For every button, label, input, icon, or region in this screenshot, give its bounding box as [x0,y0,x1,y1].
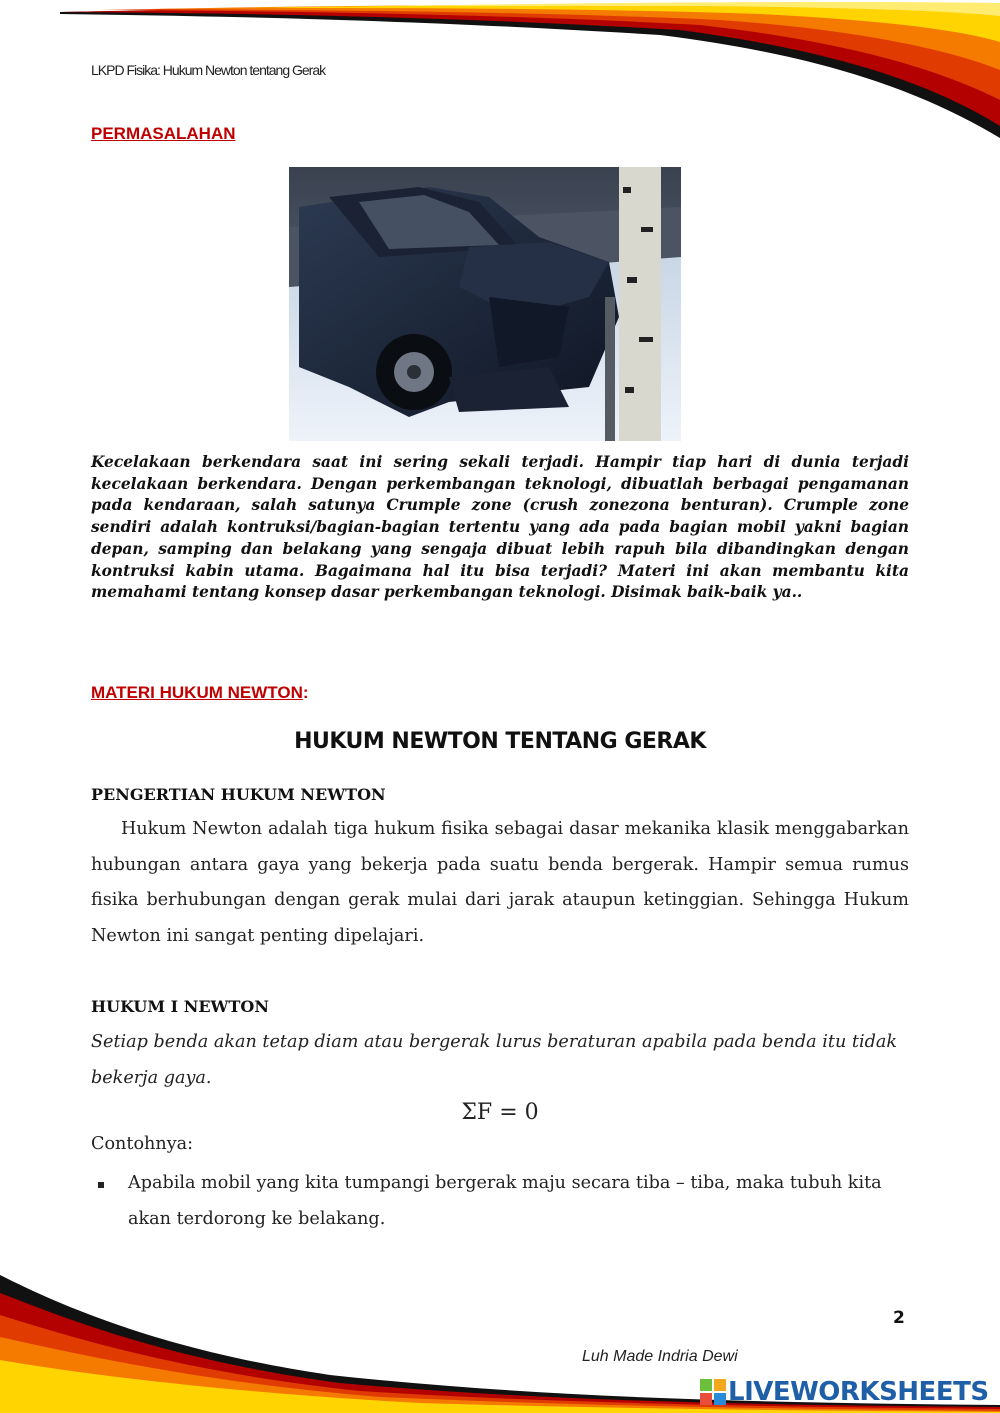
list-item [91,1166,909,1237]
definition-paragraph [91,812,909,954]
example-text: Apabila mobil yang kita tumpangi bergerak maju secara tiba – tiba, maka tubuh kita akan terdorong ke belakang. [128,1173,882,1229]
brand-text: LIVEWORKSHEETS [728,1377,989,1407]
material-heading-text: MATERI HUKUM NEWTON [91,683,303,702]
problem-description: Kecelakaan berkendara saat ini sering sekali terjadi. Hampir tiap hari di dunia terjadi kecelakaan berkendara. Dengan perkembangan teknologi, dibuatlah berbagai pengamanan pada kendaraan, salah satunya Crumple zone (crush zonezona benturan). Crumple zone sendiri adalah kontruksi/bagian-bagian tertentu yang ada pada bagian mobil yakni bagian depan, samping dan belakang yang sengaja dibuat lebih rapuh bila dibandingkan dengan kontruksi kabin utama. Bagaimana hal itu bisa terjadi? Materi ini akan membantu kita memahami tentang konsep dasar perkembangan teknologi. Disimak baik-baik ya.. [91,453,909,602]
definition-heading: PENGERTIAN HUKUM NEWTON [91,785,386,804]
car-crash-image [289,167,681,441]
bullet-square-icon [98,1182,104,1188]
material-heading-colon: : [302,683,309,702]
definition-text: Hukum Newton adalah tiga hukum fisika sebagai dasar mekanika klasik menggabarkan hubungan antara gaya yang bekerja pada suatu benda bergerak. Hampir semua rumus fisika berhubungan dengan gerak mulai dari jarak ataupun ketinggian. Sehingga Hukum Newton ini sangat penting dipelajari. [91,819,909,946]
document-header-title: LKPD Fisika: Hukum Newton tentang Gerak [91,62,326,78]
example-list [91,1166,909,1237]
liveworksheets-logo[interactable] [700,1376,989,1408]
law1-statement: Setiap benda akan tetap diam atau bergerak lurus beraturan apabila pada benda itu tidak bekerja gaya. [91,1032,897,1088]
page-number: 2 [893,1308,905,1328]
example-label: Contohnya: [91,1134,194,1154]
main-title: HUKUM NEWTON TENTANG GERAK [294,729,706,754]
liveworksheets-icon [700,1379,726,1405]
law1-formula: ΣF = 0 [461,1100,539,1125]
material-heading [91,683,309,703]
crash-photo [289,167,681,441]
author-name: Luh Made Indria Dewi [582,1348,738,1365]
law1-heading: HUKUM I NEWTON [91,997,269,1016]
problem-heading: PERMASALAHAN [91,124,236,143]
